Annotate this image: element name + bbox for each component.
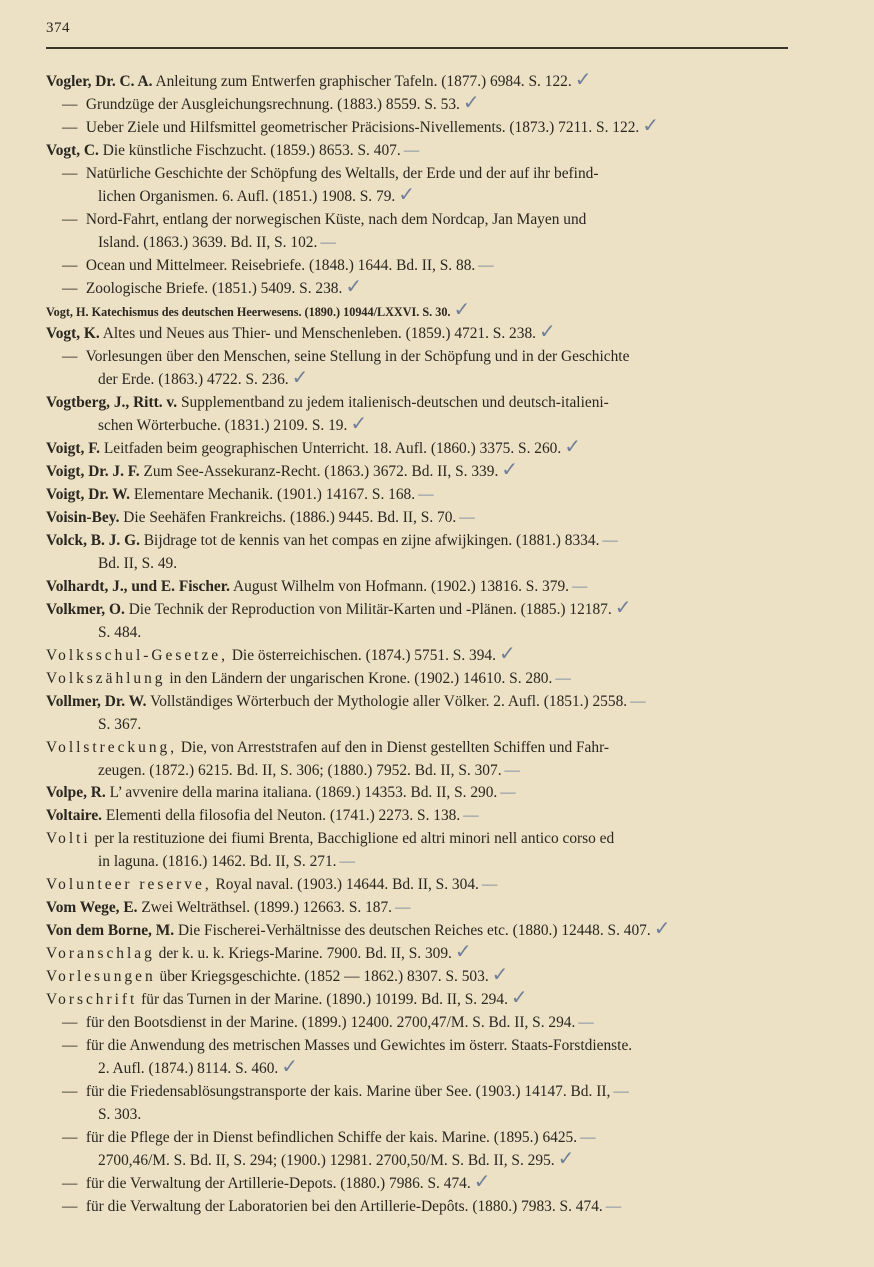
entry-text: S. 484. xyxy=(98,623,142,641)
entry-line xyxy=(46,985,528,1010)
ditto-dash: — xyxy=(62,256,78,274)
entry-line xyxy=(62,164,598,184)
entry-text: per la restituzione dei fiumi Brenta, Bacchiglione ed altri minori nell antico corso ed xyxy=(94,830,615,848)
ditto-dash: — xyxy=(62,1174,78,1192)
pencil-dash-mark: — xyxy=(578,1013,593,1031)
entry-text: Bijdrage tot de kennis van het compas en zijne afwijkingen. (1881.) 8334. xyxy=(143,532,600,549)
entry-line xyxy=(46,898,409,918)
entry-line xyxy=(98,1145,575,1171)
ditto-dash: — xyxy=(62,210,78,228)
entry-text: für das Turnen in der Marine. (1890.) 10199. Bd. II, S. 294. xyxy=(141,991,508,1008)
pencil-dash-mark: — xyxy=(580,1128,595,1146)
entry-line xyxy=(46,939,472,964)
entry-text: der k. u. k. Kriegs-Marine. 7900. Bd. II, S. 309. xyxy=(158,945,452,963)
ditto-dash: — xyxy=(62,1036,78,1054)
entry-text: für die Friedensablösungstransporte der kais. Marine über See. (1903.) 14147. Bd. II, xyxy=(85,1082,611,1100)
pencil-dash-mark: — xyxy=(504,761,519,779)
ditto-dash: — xyxy=(62,1128,78,1146)
entry-author: Volhardt, J., und E. Fischer. xyxy=(46,577,231,595)
pencil-dash-mark: — xyxy=(630,692,645,710)
entry-text: in den Ländern der ungarischen Krone. (1902.) 14610. S. 280. xyxy=(169,669,553,687)
entry-text: Supplementband zu jedem italienisch-deutschen und deutsch-italieni- xyxy=(180,394,609,412)
pencil-dash-mark: — xyxy=(395,899,410,917)
checkmark-icon: ✓ xyxy=(614,594,632,619)
entry-line xyxy=(62,1082,628,1102)
pencil-dash-mark: — xyxy=(572,577,587,595)
entry-line xyxy=(98,852,354,872)
entry-line xyxy=(46,692,645,712)
entry-line xyxy=(46,393,609,413)
entry-line xyxy=(62,1168,491,1194)
entry-author: Vogler, Dr. C. A. xyxy=(46,73,153,90)
entry-text: S. 303. xyxy=(98,1105,142,1123)
entry-text: für den Bootsdienst in der Marine. (1899.) 12400. 2700,47/M. S. Bd. II, S. 294. xyxy=(85,1013,576,1031)
entry-line xyxy=(46,738,609,758)
entry-author: Volunteer reserve, xyxy=(46,876,212,894)
ditto-dash: — xyxy=(62,1082,78,1100)
entry-text: Anleitung zum Entwerfen graphischer Tafeln. (1877.) 6984. S. 122. xyxy=(155,73,572,90)
entry-line xyxy=(46,640,516,666)
entry-line xyxy=(46,783,515,803)
checkmark-icon: ✓ xyxy=(398,181,416,206)
checkmark-icon: ✓ xyxy=(462,89,480,114)
entry-author: Vogt, C. xyxy=(46,141,99,159)
entry-line xyxy=(98,761,519,781)
entry-author: Vogt, H. xyxy=(46,304,89,319)
pencil-dash-mark: — xyxy=(403,141,419,159)
entry-text: Bd. II, S. 49. xyxy=(98,554,178,572)
entry-line xyxy=(98,365,309,390)
entry-line xyxy=(98,233,335,253)
pencil-dash-mark: — xyxy=(555,669,570,687)
checkmark-icon: ✓ xyxy=(498,640,516,665)
entry-line xyxy=(46,485,432,505)
entry-line xyxy=(46,319,556,344)
pencil-dash-mark: — xyxy=(459,509,474,527)
entry-text: Ocean und Mittelmeer. Reisebriefe. (1848.) 1644. Bd. II, S. 88. xyxy=(85,256,476,274)
checkmark-icon: ✓ xyxy=(642,112,659,137)
checkmark-icon: ✓ xyxy=(345,273,363,298)
entry-text: für die Verwaltung der Laboratorien bei den Artillerie-Depôts. (1880.) 7983. S. 474. xyxy=(85,1197,603,1215)
entry-line xyxy=(98,1105,141,1125)
entry-author: Volpe, R. xyxy=(46,784,106,802)
checkmark-icon: ✓ xyxy=(501,457,519,482)
entry-text: Zoologische Briefe. (1851.) 5409. S. 238. xyxy=(85,279,343,297)
entry-text: Die, von Arreststrafen auf den in Dienst gestellten Schiffen und Fahr- xyxy=(180,738,610,756)
entry-text: Die Fischerei-Verhältnisse des deutschen Reiches etc. (1880.) 12448. S. 407. xyxy=(177,922,651,940)
entry-line xyxy=(62,1036,632,1056)
entry-text: Elementi della filosofia del Neuton. (1741.) 2273. S. 138. xyxy=(105,807,461,825)
entry-line xyxy=(46,531,617,551)
checkmark-icon: ✓ xyxy=(281,1053,299,1078)
entry-line xyxy=(46,67,592,92)
entry-text: zeugen. (1872.) 6215. Bd. II, S. 306; (1880.) 7952. Bd. II, S. 307. xyxy=(98,761,502,779)
entry-text: für die Verwaltung der Artillerie-Depots. (1880.) 7986. S. 474. xyxy=(85,1174,471,1192)
ditto-dash: — xyxy=(62,95,78,113)
entry-text: August Wilhelm von Hofmann. (1902.) 13816. S. 379. xyxy=(233,577,569,595)
ditto-dash: — xyxy=(62,164,78,182)
entry-author: Voranschlag xyxy=(46,945,155,963)
entry-line xyxy=(62,89,480,115)
entry-text: über Kriegsgeschichte. (1852 — 1862.) 8307. S. 503. xyxy=(159,968,489,986)
entry-line xyxy=(98,181,416,207)
entry-line xyxy=(46,806,478,826)
pencil-dash-mark: — xyxy=(481,876,497,894)
entry-text: lichen Organismen. 6. Aufl. (1851.) 1908. S. 79. xyxy=(98,187,396,205)
entry-line xyxy=(46,141,418,161)
ditto-dash: — xyxy=(62,1197,78,1215)
entry-line xyxy=(46,594,632,620)
entry-line xyxy=(46,577,586,597)
entry-text: Nord-Fahrt, entlang der norwegischen Küste, nach dem Nordcap, Jan Mayen und xyxy=(85,210,587,228)
entry-line xyxy=(46,829,614,849)
entry-line xyxy=(98,411,368,436)
entry-text: Die österreichischen. (1874.) 5751. S. 394. xyxy=(231,646,496,664)
checkmark-icon: ✓ xyxy=(291,365,309,390)
checkmark-icon: ✓ xyxy=(454,939,472,964)
entry-text: S. 367. xyxy=(98,715,142,733)
entry-text: Die Technik der Reproduction von Militär-Karten und -Plänen. (1885.) 12187. xyxy=(128,600,612,618)
entry-text: Zwei Welträthsel. (1899.) 12663. S. 187. xyxy=(141,899,393,917)
entry-line xyxy=(62,210,586,230)
entry-text: Grundzüge der Ausgleichungsrechnung. (1883.) 8559. S. 53. xyxy=(85,95,460,113)
ditto-dash: — xyxy=(62,118,78,136)
entry-author: Von dem Borne, M. xyxy=(46,922,175,940)
checkmark-icon: ✓ xyxy=(510,985,528,1009)
entry-text: Die künstliche Fischzucht. (1859.) 8653. S. 407. xyxy=(102,141,401,159)
entry-text: 2700,46/M. S. Bd. II, S. 294; (1900.) 12981. 2700,50/M. S. Bd. II, S. 295. xyxy=(98,1151,555,1169)
entry-text: Ueber Ziele und Hilfsmittel geometrischer Präcisions-Nivellements. (1873.) 7211. S. 122. xyxy=(85,118,640,136)
pencil-dash-mark: — xyxy=(463,807,478,825)
entry-line xyxy=(98,715,141,735)
entry-author: Vom Wege, E. xyxy=(46,899,138,917)
pencil-dash-mark: — xyxy=(613,1082,628,1100)
entry-line xyxy=(98,623,141,643)
entry-text: Royal naval. (1903.) 14644. Bd. II, S. 304. xyxy=(215,876,479,894)
entry-line xyxy=(46,457,519,482)
entry-author: Voigt, Dr. J. F. xyxy=(46,463,140,481)
entry-line xyxy=(62,1197,620,1217)
entry-author: Voisin-Bey. xyxy=(46,509,120,527)
entry-text: Katechismus des deutschen Heerwesens. (1890.) 10944/LXXVI. S. 30. xyxy=(91,304,451,319)
entry-line xyxy=(46,875,496,895)
header-rule xyxy=(46,47,788,49)
ditto-dash: — xyxy=(62,1013,78,1031)
entry-author: Voigt, F. xyxy=(46,440,101,458)
entry-line xyxy=(46,296,471,322)
checkmark-icon: ✓ xyxy=(453,296,471,321)
entry-text: in laguna. (1816.) 1462. Bd. II, S. 271. xyxy=(98,853,337,871)
checkmark-icon: ✓ xyxy=(574,67,592,91)
entry-line xyxy=(62,347,629,367)
entry-line xyxy=(46,508,474,528)
entry-text: der Erde. (1863.) 4722. S. 236. xyxy=(98,371,289,389)
entry-line xyxy=(98,554,177,574)
entry-text: Elementare Mechanik. (1901.) 14167. S. 168. xyxy=(133,486,416,504)
checkmark-icon: ✓ xyxy=(557,1145,575,1170)
entry-author: Volkszählung xyxy=(46,669,166,687)
entry-line xyxy=(98,1053,299,1079)
entry-text: schen Wörterbuche. (1831.) 2109. S. 19. xyxy=(98,417,348,435)
entry-line xyxy=(62,112,659,138)
entry-text: Vollständiges Wörterbuch der Mythologie aller Völker. 2. Aufl. (1851.) 2558. xyxy=(150,692,628,710)
entry-author: Voltaire. xyxy=(46,807,103,825)
pencil-dash-mark: — xyxy=(339,853,354,871)
entry-text: Zum See-Assekuranz-Recht. (1863.) 3672. Bd. II, S. 339. xyxy=(143,463,499,481)
page-number: 374 xyxy=(46,20,70,36)
pencil-dash-mark: — xyxy=(500,784,515,802)
entry-line xyxy=(62,256,493,276)
pencil-dash-mark: — xyxy=(418,486,433,504)
entry-text: Die Seehäfen Frankreichs. (1886.) 9445. Bd. II, S. 70. xyxy=(123,509,457,527)
checkmark-icon: ✓ xyxy=(653,916,671,941)
entry-author: Vollstreckung, xyxy=(46,738,178,756)
entry-text: L’ avvenire della marina italiana. (1869.) 14353. Bd. II, S. 290. xyxy=(109,784,498,802)
entry-text: für die Pflege der in Dienst befindlichen Schiffe der kais. Marine. (1895.) 6425. xyxy=(85,1128,578,1146)
entry-author: Voigt, Dr. W. xyxy=(46,486,130,504)
entry-text: Vorlesungen über den Menschen, seine Stellung in der Schöpfung und in der Geschichte xyxy=(85,348,630,366)
entry-text: Natürliche Geschichte der Schöpfung des Weltalls, der Erde und der auf ihr befind- xyxy=(85,164,599,182)
entry-author: Vollmer, Dr. W. xyxy=(46,692,147,710)
ditto-dash: — xyxy=(62,279,78,297)
entry-author: Volksschul-Gesetze, xyxy=(46,646,228,664)
checkmark-icon: ✓ xyxy=(473,1168,491,1193)
pencil-dash-mark: — xyxy=(320,233,335,251)
entry-line xyxy=(46,916,671,941)
pencil-dash-mark: — xyxy=(605,1197,621,1215)
checkmark-icon: ✓ xyxy=(564,434,581,459)
entry-author: Vorlesungen xyxy=(46,968,156,986)
entry-line xyxy=(46,962,509,987)
entry-text: 2. Aufl. (1874.) 8114. S. 460. xyxy=(98,1059,279,1077)
entry-line xyxy=(62,273,363,299)
pencil-dash-mark: — xyxy=(602,532,617,549)
checkmark-icon: ✓ xyxy=(491,962,509,987)
entry-line xyxy=(62,1128,594,1148)
entry-text: Altes und Neues aus Thier- und Menschenleben. (1859.) 4721. S. 238. xyxy=(102,325,536,343)
entry-line xyxy=(46,669,570,689)
entry-author: Volkmer, O. xyxy=(46,600,125,618)
entry-line xyxy=(62,1013,593,1033)
entry-text: Leitfaden beim geographischen Unterricht. 18. Aufl. (1860.) 3375. S. 260. xyxy=(103,440,562,458)
entry-author: Vogtberg, J., Ritt. v. xyxy=(46,394,178,412)
ditto-dash: — xyxy=(62,348,78,366)
entry-text: Island. (1863.) 3639. Bd. II, S. 102. xyxy=(98,233,318,251)
entry-author: Vogt, K. xyxy=(46,325,100,343)
pencil-dash-mark: — xyxy=(478,256,493,274)
entry-author: Volck, B. J. G. xyxy=(46,532,140,549)
entry-text: für die Anwendung des metrischen Masses und Gewichtes im österr. Staats-Forstdienste. xyxy=(85,1036,633,1054)
entry-author: Vorschrift xyxy=(46,991,138,1008)
entry-author: Volti xyxy=(46,830,91,848)
checkmark-icon: ✓ xyxy=(539,319,556,344)
checkmark-icon: ✓ xyxy=(350,411,368,436)
